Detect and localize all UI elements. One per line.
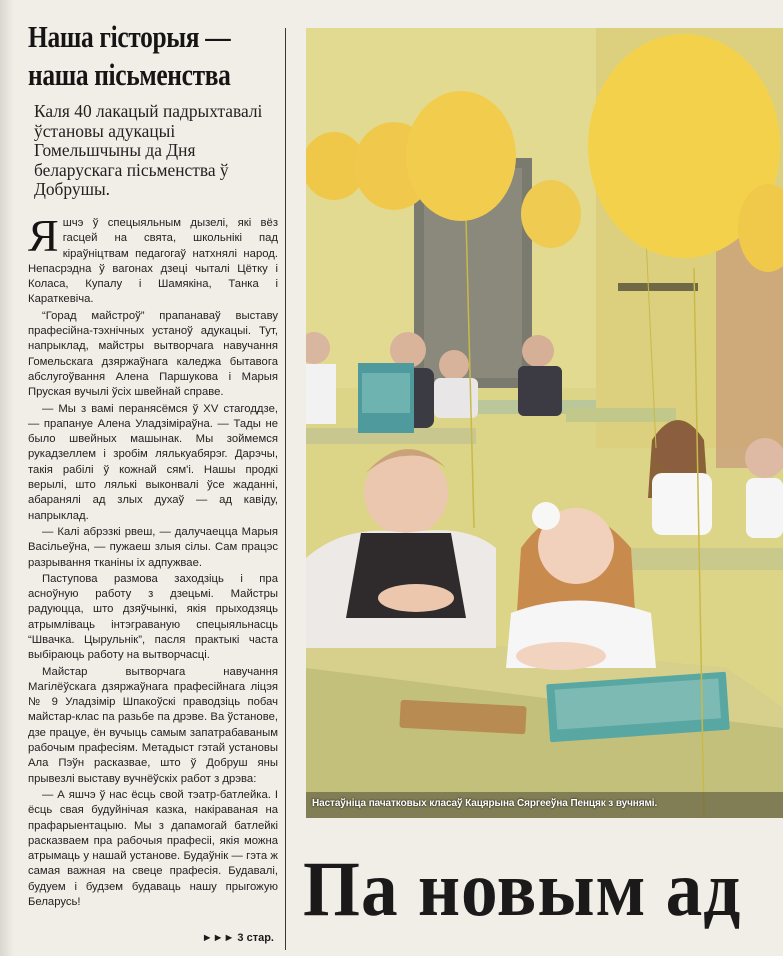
column-divider [285, 28, 286, 950]
article-headline: Наша гісторыя — наша пісьменства [28, 19, 231, 92]
article-paragraph: — Калі абрэзкі рвеш, — далучаецца Марыя Васільеўна, — пужаеш злыя сілы. Сам працэс разрывання тканіны іх адпужвае. [28, 525, 278, 569]
article-paragraph: Майстар вытворчага навучання Магілёўскага дзяржаўнага прафесійнага ліцэя № 9 Уладзімір Шпакоўскі праводзіць побач майстар-клас па разьбе па дрэве. Ва ўстанове, дзе працуе, ён вучыць самым запатрабаваным рабочым прафесіям. Метадыст гэтай установы Ала Пэўн расказвае, што ў Добруш яны прывезлі выставу вучнёўскіх работ з дрэва: [28, 665, 278, 785]
classroom-illustration [306, 28, 783, 818]
next-article-headline: Па новым ад [303, 845, 742, 932]
article-paragraph: — А яшчэ ў нас ёсць свой тэатр-батлейка. І ёсць свая будуйнічая казка, накіраваная на прафарыентацыю. Мы з дапамогай батлейкі расказваем пра рабочыя прафесіі, якія можна атрымаць у нашай установе. Будаўнік — гэта ж самая важная на свеце прафесія. Будавалі, будуем і будзем будаваць нашу прыгожую Беларусь! [28, 788, 278, 909]
drop-cap: Я [28, 209, 59, 261]
page-fold-shadow [0, 0, 14, 956]
article-paragraph: “Горад майстроў” прапанаваў выставу прафесійна-тэхнічных устаноў адукацыі. Тут, напрыклад, майстры вытворчага навучання Гомельскага дзяржаўнага каледжа бытавога абслугоўвання Алена Паршукова і Марыя Пруская вучылі ўсіх швейнай справе. [28, 309, 278, 399]
article-paragraph: — Мы з вамі перанясёмся ў XV стагоддзе, — прапануе Алена Уладзіміраўна. — Тады не было швейных машынак. Мы зоймемся рукадзеллем і зробім лялькуабярэг. Дарэчы, такія рабілі ў кожнай сям'і. Нашы продкі верылі, што лялькі выконвалі ўсе жаданні, абаранялі ад злых духаў — ад кавіду, напрыклад. [28, 402, 278, 522]
photo-caption: Настаўніца пачатковых класаў Кацярына Сяргееўна Пенцяк з вучнямі. [312, 798, 658, 809]
article-column [28, 18, 278, 948]
article-paragraph: Паступова размова заходзіць і пра асноўную работу з дзецьмі. Майстры радуюцца, што дзяўчынкі, якія прыходзяць атрымліваць інтэграваную спецыяльнасць “Швачка. Цырульнік”, пасля практыкі часта выбіраюць работу на вытворчасці. [28, 572, 278, 662]
article-lead: Каля 40 лакацый падрыхтавалі ўстановы адукацыі Гомельшчыны да Дня беларускага пісьменства ў Добрушы. [34, 101, 263, 200]
classroom-photo [306, 28, 783, 818]
article-body [28, 209, 278, 910]
article-paragraph: Яшчэ ў спецыяльным дызелі, які вёз гасцей на свята, школьнікі пад кіраўніцтвам педагогаў натхнялі народ. Непасрэдна ў вагонах дзеці чыталі Цётку і Коласа, Купалу і Шамякіна, Танка і Караткевіча. [28, 209, 278, 306]
continued-on-page[interactable]: ►►► 3 стар. [201, 932, 274, 944]
